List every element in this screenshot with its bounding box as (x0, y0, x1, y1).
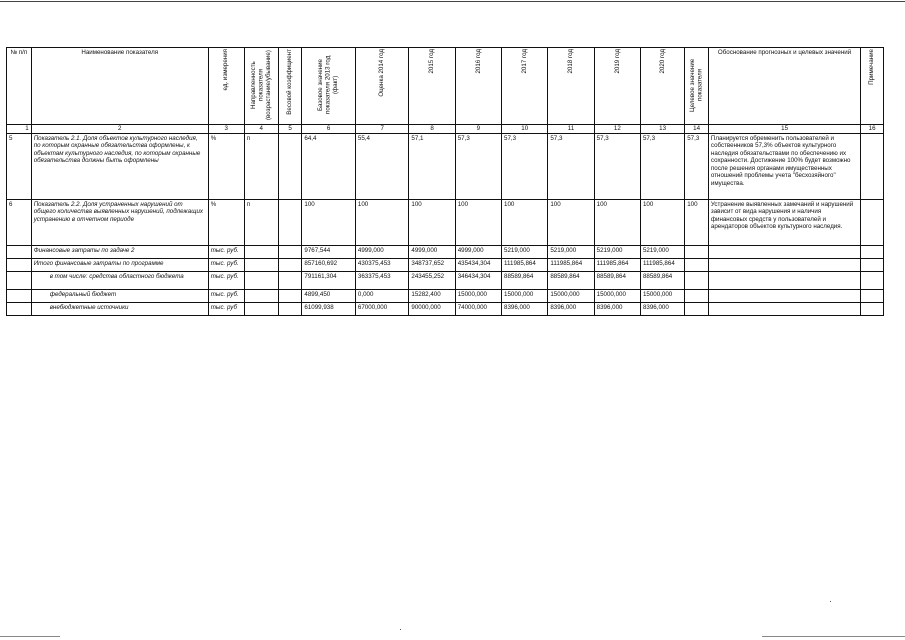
finance-name: Итого финансовые затраты по программе (31, 258, 208, 271)
scan-dot (400, 629, 401, 630)
col-number: 4 (244, 125, 278, 134)
finance-value: 15000,000 (640, 289, 684, 302)
finance-row (7, 289, 884, 302)
finance-row (7, 271, 884, 289)
col-number: 7 (355, 125, 409, 134)
finance-value: 857160,692 (302, 258, 356, 271)
finance-name: Финансовые затраты по задаче 2 (31, 245, 208, 258)
finance-value: 9767,544 (302, 245, 356, 258)
col-number: 14 (685, 125, 709, 134)
col-number: 9 (455, 125, 501, 134)
finance-value: 90000,000 (409, 302, 455, 315)
finance-value: 88589,864 (548, 271, 594, 289)
value-2014: 55,4 (355, 133, 409, 199)
justification-text: Устранение выявленных замечаний и нарушений зависит от вида нарушения и наличия финансовых средств у пользователей и арендаторов объектов культурного наследия. (708, 199, 860, 245)
header-base: Базовое значение показателя 2013 год (факт) (302, 48, 356, 125)
scan-bottom-line-right (762, 636, 905, 637)
finance-name: федеральный бюджет (31, 289, 208, 302)
finance-value: 791161,304 (302, 271, 356, 289)
row-number: 5 (7, 133, 32, 199)
scan-top-line (0, 1, 905, 2)
finance-value: 15000,000 (502, 289, 548, 302)
header-row (7, 48, 884, 125)
finance-value: 8396,000 (640, 302, 684, 315)
finance-unit: тыс. руб. (208, 271, 244, 289)
header-2014: Оценка 2014 год (355, 48, 409, 125)
value-2016: 100 (455, 199, 501, 245)
target-value: 100 (685, 199, 709, 245)
value-2015: 57,1 (409, 133, 455, 199)
finance-unit: тыс. руб. (208, 258, 244, 271)
col-number: 12 (594, 125, 640, 134)
header-2016: 2016 год (455, 48, 501, 125)
value-2018: 57,3 (548, 133, 594, 199)
finance-row (7, 258, 884, 271)
finance-value: 15282,400 (409, 289, 455, 302)
finance-value: 15000,000 (594, 289, 640, 302)
note-cell (861, 199, 884, 245)
indicator-weight (278, 199, 302, 245)
value-2018: 100 (548, 199, 594, 245)
indicator-weight (278, 133, 302, 199)
header-num: № п/п (7, 48, 32, 125)
finance-value: 111985,864 (640, 258, 684, 271)
value-2020: 100 (640, 199, 684, 245)
col-number: 8 (409, 125, 455, 134)
value-2017: 57,3 (502, 133, 548, 199)
finance-value: 0,000 (355, 289, 409, 302)
col-number: 11 (548, 125, 594, 134)
finance-value: 5219,000 (640, 245, 684, 258)
header-2018: 2018 год (548, 48, 594, 125)
col-number: 6 (302, 125, 356, 134)
finance-unit: тыс. руб. (208, 245, 244, 258)
finance-value: 61099,938 (302, 302, 356, 315)
target-value: 57,3 (685, 133, 709, 199)
value-2019: 100 (594, 199, 640, 245)
value-2015: 100 (409, 199, 455, 245)
finance-value: 111985,864 (594, 258, 640, 271)
finance-value: 4899,450 (302, 289, 356, 302)
indicator-row (7, 133, 884, 199)
header-2015: 2015 год (409, 48, 455, 125)
finance-value: 5219,000 (502, 245, 548, 258)
finance-value: 430375,453 (355, 258, 409, 271)
finance-value: 8396,000 (502, 302, 548, 315)
indicator-direction: п (244, 199, 278, 245)
column-numbers-row (7, 125, 884, 134)
finance-value: 67000,000 (355, 302, 409, 315)
scan-dot (830, 601, 831, 602)
finance-value: 346434,304 (455, 271, 501, 289)
finance-unit: тыс. руб (208, 302, 244, 315)
finance-name: в том числе: средства областного бюджета (31, 271, 208, 289)
finance-value: 88589,864 (502, 271, 548, 289)
indicator-unit: % (208, 199, 244, 245)
finance-value: 435434,304 (455, 258, 501, 271)
header-justification: Обоснование прогнозных и целевых значений (708, 48, 860, 125)
col-number: 2 (31, 125, 208, 134)
finance-unit: тыс. руб. (208, 289, 244, 302)
indicator-row (7, 199, 884, 245)
finance-value: 5219,000 (594, 245, 640, 258)
finance-value: 5219,000 (548, 245, 594, 258)
scan-bottom-line-left (0, 636, 60, 637)
col-number: 5 (278, 125, 302, 134)
indicator-unit: % (208, 133, 244, 199)
indicator-name: Показатель 2.2. Доля устраненных нарушений от общего количества выявленных нарушений, подлежащих устранению в отчетном периоде (31, 199, 208, 245)
col-number: 13 (640, 125, 684, 134)
finance-value: 363375,453 (355, 271, 409, 289)
finance-value: 4999,000 (409, 245, 455, 258)
finance-value: 74000,000 (455, 302, 501, 315)
value-2017: 100 (502, 199, 548, 245)
col-number: 3 (208, 125, 244, 134)
header-2020: 2020 год (640, 48, 684, 125)
finance-value: 15000,000 (455, 289, 501, 302)
finance-row (7, 302, 884, 315)
header-2019: 2019 год (594, 48, 640, 125)
finance-value: 4999,000 (355, 245, 409, 258)
note-cell (861, 133, 884, 199)
indicator-name: Показатель 2.1. Доля объектов культурного наследия, по которым охранные обязательства оформлены, к объектам культурного наследия, по которым охранные обязательства должны быть оформлены (31, 133, 208, 199)
finance-name: внебюджетные источники (31, 302, 208, 315)
header-name: Наименование показателя (31, 48, 208, 125)
finance-value: 111985,864 (548, 258, 594, 271)
col-number: 1 (7, 125, 32, 134)
value-base: 100 (302, 199, 356, 245)
indicators-table (6, 47, 884, 316)
col-number: 10 (502, 125, 548, 134)
header-2017: 2017 год (502, 48, 548, 125)
col-number: 15 (708, 125, 860, 134)
value-2020: 57,3 (640, 133, 684, 199)
finance-value: 8396,000 (548, 302, 594, 315)
header-weight: Весовой коэффициент (278, 48, 302, 125)
finance-value: 243455,252 (409, 271, 455, 289)
finance-value: 111985,864 (502, 258, 548, 271)
justification-text: Планируется обременить пользователей и собственников 57,3% объектов культурного наследия обязательствами по обеспечению их сохранности. Достижение 100% будет возможно после решения органами имущественных отношений проблемы учета "бесхозяйного" имущества. (708, 133, 860, 199)
finance-value: 8396,000 (594, 302, 640, 315)
finance-row (7, 245, 884, 258)
header-unit: ед. измерения (208, 48, 244, 125)
header-note: Примечание (861, 48, 884, 125)
value-base: 64,4 (302, 133, 356, 199)
value-2014: 100 (355, 199, 409, 245)
finance-value: 348737,652 (409, 258, 455, 271)
finance-value: 15000,000 (548, 289, 594, 302)
indicator-direction: п (244, 133, 278, 199)
row-number: 6 (7, 199, 32, 245)
finance-value: 88589,864 (640, 271, 684, 289)
value-2019: 57,3 (594, 133, 640, 199)
finance-value: 4999,000 (455, 245, 501, 258)
value-2016: 57,3 (455, 133, 501, 199)
header-direction: Направленность показателя (возрастание/убывание) (244, 48, 278, 125)
header-target: Целевое значение показателя (685, 48, 709, 125)
finance-value: 88589,864 (594, 271, 640, 289)
col-number: 16 (861, 125, 884, 134)
